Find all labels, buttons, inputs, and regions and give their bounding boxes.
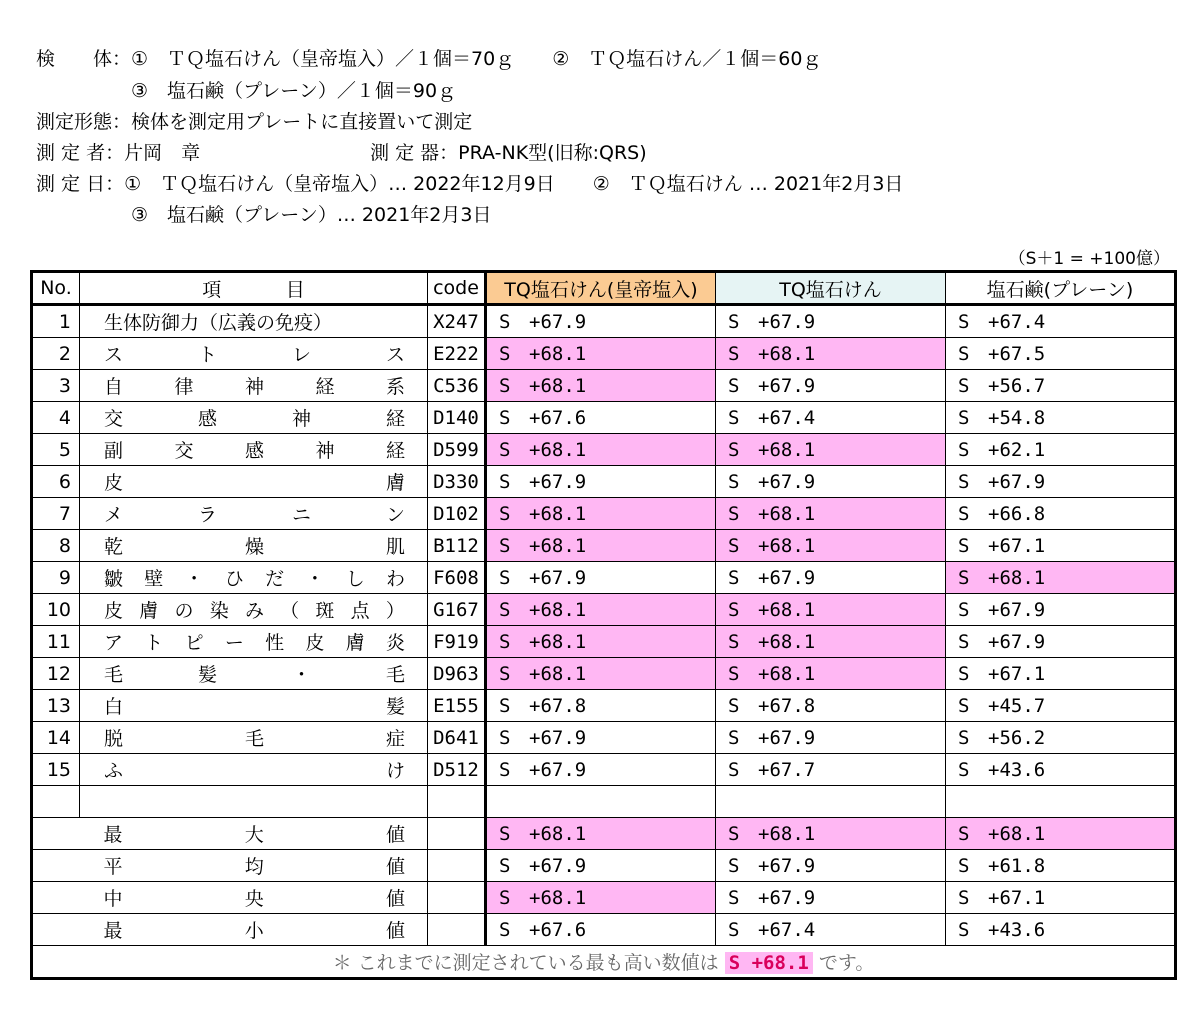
- s-label: S: [728, 918, 740, 941]
- s-label: S: [728, 598, 740, 621]
- s-label: S: [728, 566, 740, 589]
- value-cell-b: [716, 818, 946, 850]
- value: +68.1: [529, 662, 587, 685]
- value: +67.9: [758, 374, 816, 397]
- table-row: [32, 498, 1176, 530]
- value: +67.8: [758, 694, 816, 717]
- value-cell-b: [716, 690, 946, 722]
- table-row: [32, 754, 1176, 786]
- s-label: S: [958, 726, 970, 749]
- value: +68.1: [529, 438, 587, 461]
- s-label: S: [499, 630, 511, 653]
- stats-code-blank: [428, 818, 486, 850]
- value: +67.1: [988, 886, 1046, 909]
- s-label: S: [958, 886, 970, 909]
- item-code: F919: [428, 626, 486, 658]
- value: +68.1: [988, 566, 1046, 589]
- value-cell-c: [946, 338, 1176, 370]
- value: +68.1: [529, 342, 587, 365]
- item-name-cell: [80, 370, 428, 402]
- value: +68.1: [758, 342, 816, 365]
- item-name-cell: [80, 914, 428, 946]
- s-label: S: [499, 342, 511, 365]
- value: +67.9: [529, 310, 587, 333]
- item-code: C536: [428, 370, 486, 402]
- value: +54.8: [988, 406, 1046, 429]
- value-cell-c: [946, 754, 1176, 786]
- footer-row: [32, 946, 1176, 979]
- stats-row: [32, 882, 1176, 914]
- s-label: S: [958, 566, 970, 589]
- measurement-form-line: 測定形態：検体を測定用プレートに直接置いて測定: [36, 111, 473, 133]
- item-name-cell: [80, 338, 428, 370]
- value: +56.2: [988, 726, 1046, 749]
- item-code: B112: [428, 530, 486, 562]
- value-cell-c: [946, 850, 1176, 882]
- table-row: [32, 690, 1176, 722]
- value: +68.1: [758, 630, 816, 653]
- item-code: D330: [428, 466, 486, 498]
- spacer-row: [32, 786, 1176, 818]
- stats-blank: [32, 850, 80, 882]
- value: +56.7: [988, 374, 1046, 397]
- s-label: S: [499, 726, 511, 749]
- value-cell-c: [946, 914, 1176, 946]
- s-label: S: [728, 726, 740, 749]
- s-label: S: [728, 470, 740, 493]
- s-label: S: [958, 630, 970, 653]
- table-row: [32, 530, 1176, 562]
- value-cell-c: [946, 658, 1176, 690]
- value: +68.1: [758, 438, 816, 461]
- device: 測 定 器：PRA-NK型(旧称:QRS): [370, 142, 647, 164]
- s-label: S: [728, 886, 740, 909]
- s-label: S: [728, 374, 740, 397]
- spacer-cell: [486, 786, 716, 818]
- table-row: [32, 370, 1176, 402]
- item-name-cell: [80, 818, 428, 850]
- value-cell-a: [486, 882, 716, 914]
- specimen-line-1: 検 体：① ＴＱ塩石けん（皇帝塩入）／１個＝70ｇ ② ＴＱ塩石けん／１個＝60ｇ: [36, 48, 822, 70]
- s-label: S: [499, 310, 511, 333]
- value-cell-a: [486, 498, 716, 530]
- value-cell-a: [486, 530, 716, 562]
- s-label: S: [499, 694, 511, 717]
- s-label: S: [958, 374, 970, 397]
- value: +67.6: [529, 918, 587, 941]
- footer-note: [32, 946, 1176, 979]
- col-header-item: 項 目: [80, 272, 428, 305]
- header-row: [32, 272, 1176, 305]
- value: +67.9: [758, 726, 816, 749]
- value: +67.9: [758, 566, 816, 589]
- s-label: S: [499, 438, 511, 461]
- s-label: S: [958, 438, 970, 461]
- item-code: D599: [428, 434, 486, 466]
- value: +62.1: [988, 438, 1046, 461]
- value-cell-c: [946, 530, 1176, 562]
- value: +68.1: [758, 598, 816, 621]
- value: +68.1: [758, 502, 816, 525]
- value: +67.9: [988, 470, 1046, 493]
- item-name: 皺 壁 ・ ひ だ ・ し わ: [104, 568, 405, 590]
- item-name: メ ラ ニ ン: [104, 504, 405, 526]
- row-number: 13: [32, 690, 80, 722]
- row-number: 8: [32, 530, 80, 562]
- footer-highlight: S +68.1: [725, 952, 813, 974]
- s-label: S: [958, 502, 970, 525]
- value-cell-c: [946, 690, 1176, 722]
- table-row: [32, 594, 1176, 626]
- s-label: S: [958, 406, 970, 429]
- s-label: S: [958, 662, 970, 685]
- table-row: [32, 722, 1176, 754]
- item-code: E155: [428, 690, 486, 722]
- s-label: S: [958, 918, 970, 941]
- item-code: D140: [428, 402, 486, 434]
- measurer-line: [36, 142, 647, 164]
- item-name-cell: [80, 562, 428, 594]
- value-cell-c: [946, 434, 1176, 466]
- item-name: 脱 毛 症: [104, 728, 405, 750]
- value: +66.8: [988, 502, 1046, 525]
- s-label: S: [499, 566, 511, 589]
- item-name-cell: [80, 305, 428, 338]
- value-cell-c: [946, 305, 1176, 338]
- row-number: 6: [32, 466, 80, 498]
- col-header-c: 塩石鹸(プレーン): [946, 272, 1176, 305]
- s-label: S: [958, 854, 970, 877]
- s-label: S: [728, 438, 740, 461]
- row-number: 3: [32, 370, 80, 402]
- item-name-cell: [80, 498, 428, 530]
- value-cell-a: [486, 722, 716, 754]
- results-table: [30, 270, 1177, 980]
- s-label: S: [499, 534, 511, 557]
- s-label: S: [958, 470, 970, 493]
- value-cell-b: [716, 754, 946, 786]
- item-name: 交 感 神 経: [104, 408, 405, 430]
- table-row: [32, 658, 1176, 690]
- stats-code-blank: [428, 850, 486, 882]
- stats-code-blank: [428, 914, 486, 946]
- col-header-code: code: [428, 272, 486, 305]
- value-cell-a: [486, 754, 716, 786]
- value-cell-a: [486, 914, 716, 946]
- item-name-cell: [80, 402, 428, 434]
- value: +67.4: [758, 406, 816, 429]
- spacer-cell: [32, 786, 80, 818]
- value: +67.4: [988, 310, 1046, 333]
- item-name: ふ け: [104, 760, 405, 782]
- footer-suffix: です。: [812, 952, 875, 974]
- value: +67.5: [988, 342, 1046, 365]
- value: +67.9: [758, 886, 816, 909]
- s-label: S: [728, 662, 740, 685]
- item-name: 乾 燥 肌: [104, 536, 405, 558]
- specimen-line-2: ③ 塩石鹸（プレーン）／１個＝90ｇ: [36, 80, 457, 102]
- value-cell-a: [486, 370, 716, 402]
- value: +43.6: [988, 758, 1046, 781]
- s-label: S: [958, 342, 970, 365]
- value: +67.6: [529, 406, 587, 429]
- s-label: S: [958, 822, 970, 845]
- value-cell-a: [486, 402, 716, 434]
- value-cell-a: [486, 305, 716, 338]
- value-cell-b: [716, 722, 946, 754]
- item-code: D512: [428, 754, 486, 786]
- value-cell-b: [716, 402, 946, 434]
- value: +45.7: [988, 694, 1046, 717]
- value-cell-c: [946, 626, 1176, 658]
- spacer-cell: [80, 786, 428, 818]
- unit-note: （S＋1 = +100億）: [1008, 249, 1170, 269]
- row-number: 5: [32, 434, 80, 466]
- item-name-cell: [80, 530, 428, 562]
- value: +68.1: [529, 822, 587, 845]
- value-cell-b: [716, 914, 946, 946]
- item-name-cell: [80, 850, 428, 882]
- value-cell-c: [946, 402, 1176, 434]
- item-code: D963: [428, 658, 486, 690]
- item-code: X247: [428, 305, 486, 338]
- s-label: S: [499, 502, 511, 525]
- value-cell-b: [716, 466, 946, 498]
- spacer-cell: [428, 786, 486, 818]
- value-cell-b: [716, 498, 946, 530]
- value-cell-a: [486, 690, 716, 722]
- value: +68.1: [758, 662, 816, 685]
- s-label: S: [728, 310, 740, 333]
- row-number: 10: [32, 594, 80, 626]
- col-header-b: TQ塩石けん: [716, 272, 946, 305]
- value-cell-c: [946, 722, 1176, 754]
- s-label: S: [728, 342, 740, 365]
- item-name-cell: [80, 434, 428, 466]
- date-line-1: 測 定 日：① ＴＱ塩石けん（皇帝塩入）… 2022年12月9日 ② ＴＱ塩石けん … 2021年2月3日: [36, 173, 904, 195]
- s-label: S: [958, 534, 970, 557]
- value: +68.1: [529, 630, 587, 653]
- s-label: S: [728, 502, 740, 525]
- table-row: [32, 305, 1176, 338]
- value-cell-c: [946, 562, 1176, 594]
- value: +67.9: [529, 566, 587, 589]
- value: +67.9: [529, 854, 587, 877]
- value-cell-a: [486, 818, 716, 850]
- item-code: D641: [428, 722, 486, 754]
- item-name-cell: [80, 690, 428, 722]
- s-label: S: [499, 822, 511, 845]
- value: +43.6: [988, 918, 1046, 941]
- value-cell-b: [716, 370, 946, 402]
- item-name: 生体防御力（広義の免疫）: [104, 312, 333, 334]
- s-label: S: [499, 918, 511, 941]
- stats-row: [32, 914, 1176, 946]
- item-name: 平 均 値: [103, 856, 405, 878]
- value: +67.9: [758, 470, 816, 493]
- value-cell-b: [716, 562, 946, 594]
- row-number: 15: [32, 754, 80, 786]
- item-name: ア ト ピ ー 性 皮 膚 炎: [104, 632, 405, 654]
- s-label: S: [958, 598, 970, 621]
- row-number: 7: [32, 498, 80, 530]
- col-header-a: TQ塩石けん(皇帝塩入): [486, 272, 716, 305]
- s-label: S: [728, 406, 740, 429]
- stats-row: [32, 818, 1176, 850]
- table-row: [32, 402, 1176, 434]
- item-name: 副 交 感 神 経: [104, 440, 405, 462]
- item-name: 皮 膚: [104, 472, 405, 494]
- value-cell-c: [946, 818, 1176, 850]
- row-number: 2: [32, 338, 80, 370]
- value: +68.1: [529, 374, 587, 397]
- item-name: 最 大 値: [103, 824, 405, 846]
- row-number: 4: [32, 402, 80, 434]
- s-label: S: [499, 470, 511, 493]
- row-number: 11: [32, 626, 80, 658]
- value-cell-b: [716, 305, 946, 338]
- item-code: E222: [428, 338, 486, 370]
- value-cell-a: [486, 434, 716, 466]
- item-name: 中 央 値: [103, 888, 405, 910]
- value: +68.1: [758, 822, 816, 845]
- s-label: S: [728, 822, 740, 845]
- item-name-cell: [80, 658, 428, 690]
- value: +68.1: [988, 822, 1046, 845]
- value: +68.1: [529, 502, 587, 525]
- value: +67.9: [988, 630, 1046, 653]
- s-label: S: [958, 758, 970, 781]
- value-cell-c: [946, 466, 1176, 498]
- value-cell-b: [716, 850, 946, 882]
- value: +67.1: [988, 534, 1046, 557]
- value: +67.9: [988, 598, 1046, 621]
- value-cell-c: [946, 370, 1176, 402]
- value-cell-b: [716, 626, 946, 658]
- item-name-cell: [80, 594, 428, 626]
- item-name-cell: [80, 466, 428, 498]
- value: +67.9: [758, 310, 816, 333]
- value-cell-b: [716, 882, 946, 914]
- stats-code-blank: [428, 882, 486, 914]
- stats-blank: [32, 914, 80, 946]
- value-cell-a: [486, 466, 716, 498]
- value: +68.1: [529, 886, 587, 909]
- stats-row: [32, 850, 1176, 882]
- stats-blank: [32, 882, 80, 914]
- stats-blank: [32, 818, 80, 850]
- s-label: S: [728, 534, 740, 557]
- value-cell-c: [946, 498, 1176, 530]
- value-cell-b: [716, 338, 946, 370]
- item-code: F608: [428, 562, 486, 594]
- value-cell-c: [946, 594, 1176, 626]
- table-row: [32, 626, 1176, 658]
- s-label: S: [499, 374, 511, 397]
- s-label: S: [728, 694, 740, 717]
- col-header-no: No.: [32, 272, 80, 305]
- value: +67.9: [529, 470, 587, 493]
- footer-prefix: ＊ これまでに測定されている最も高い数値は: [332, 952, 725, 974]
- item-name-cell: [80, 626, 428, 658]
- value-cell-a: [486, 658, 716, 690]
- s-label: S: [958, 694, 970, 717]
- value-cell-b: [716, 658, 946, 690]
- row-number: 1: [32, 305, 80, 338]
- row-number: 9: [32, 562, 80, 594]
- value: +67.8: [529, 694, 587, 717]
- s-label: S: [728, 630, 740, 653]
- value-cell-a: [486, 626, 716, 658]
- value: +67.4: [758, 918, 816, 941]
- s-label: S: [499, 886, 511, 909]
- value: +67.1: [988, 662, 1046, 685]
- item-name: 最 小 値: [103, 920, 405, 942]
- s-label: S: [499, 598, 511, 621]
- s-label: S: [499, 406, 511, 429]
- value-cell-a: [486, 338, 716, 370]
- value-cell-a: [486, 562, 716, 594]
- item-name: 白 髪: [104, 696, 405, 718]
- value: +61.8: [988, 854, 1046, 877]
- value: +68.1: [529, 534, 587, 557]
- item-name-cell: [80, 882, 428, 914]
- item-name-cell: [80, 754, 428, 786]
- s-label: S: [958, 310, 970, 333]
- s-label: S: [728, 854, 740, 877]
- value: +67.7: [758, 758, 816, 781]
- item-code: D102: [428, 498, 486, 530]
- value-cell-b: [716, 530, 946, 562]
- s-label: S: [499, 854, 511, 877]
- value: +68.1: [529, 598, 587, 621]
- table-row: [32, 338, 1176, 370]
- item-name: 毛 髪 ・ 毛: [104, 664, 405, 686]
- date-line-2: ③ 塩石鹸（プレーン）… 2021年2月3日: [36, 204, 492, 226]
- table-row: [32, 466, 1176, 498]
- s-label: S: [499, 758, 511, 781]
- item-name: 自 律 神 経 系: [104, 376, 405, 398]
- item-name-cell: [80, 722, 428, 754]
- item-name: ス ト レ ス: [104, 344, 405, 366]
- value-cell-a: [486, 594, 716, 626]
- value: +67.9: [529, 726, 587, 749]
- value: +67.9: [758, 854, 816, 877]
- value-cell-b: [716, 594, 946, 626]
- spacer-cell: [716, 786, 946, 818]
- measurer: 測 定 者：片岡 章: [36, 142, 201, 164]
- row-number: 12: [32, 658, 80, 690]
- row-number: 14: [32, 722, 80, 754]
- s-label: S: [499, 662, 511, 685]
- item-code: G167: [428, 594, 486, 626]
- s-label: S: [728, 758, 740, 781]
- item-name: 皮 膚 の 染 み （ 斑 点 ）: [104, 600, 405, 622]
- spacer-cell: [946, 786, 1176, 818]
- table-row: [32, 562, 1176, 594]
- value-cell-c: [946, 882, 1176, 914]
- table-row: [32, 434, 1176, 466]
- value-cell-a: [486, 850, 716, 882]
- value: +67.9: [529, 758, 587, 781]
- value: +68.1: [758, 534, 816, 557]
- value-cell-b: [716, 434, 946, 466]
